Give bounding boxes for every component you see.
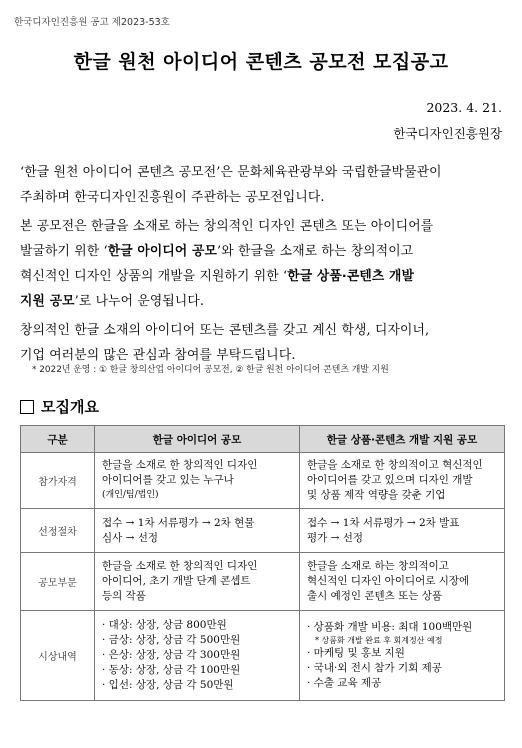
table-cell: 한글을 소재로 한 창의적이고 혁신적인 아이디어를 갖고 있으며 디자인 개발 및 상품 제작 역량을 갖춘 기업 — [300, 453, 505, 509]
intro-paragraph-3 — [20, 318, 504, 368]
text-line: 주최하며 한국디자인진흥원이 주관하는 공모전입니다. — [20, 190, 325, 205]
text-line: 지원 공모’로 나누어 운영됩니다. — [20, 294, 205, 309]
announcement-date: 2023. 4. 21. — [426, 100, 502, 115]
text-line: 창의적인 한글 소재의 아이디어 또는 콘텐츠를 갖고 계신 학생, 디자이너, — [20, 323, 430, 338]
header-category: 구분 — [21, 426, 95, 453]
text-line: 기업 여러분의 많은 관심과 참여를 부탁드립니다. — [20, 348, 296, 363]
table-cell: · 대상: 상장, 상금 800만원 · 금상: 상장, 상금 각 500만원 · 은상: 상장, 상금 각 300만원 · 동상: 상장, 상금 각 100만원 · 입선: 상장, 상금 각 50만원 — [95, 611, 300, 701]
checkbox-square-icon — [20, 400, 34, 414]
header-idea-contest: 한글 아이디어 공모 — [95, 426, 300, 453]
text-line: 본 공모전은 한글을 소재로 하는 창의적인 디자인 콘텐츠 또는 아이디어를 — [20, 219, 434, 234]
table-cell: 접수 → 1차 서류평가 → 2차 현물 심사 → 선정 — [95, 509, 300, 553]
text-line: 발굴하기 위한 ‘한글 아이디어 공모’와 한글을 소재로 하는 창의적이고 — [20, 244, 414, 259]
table-row — [21, 453, 505, 509]
page-title: 한글 원천 아이디어 콘텐츠 공모전 모집공고 — [73, 51, 449, 73]
emphasis-product-contest: 한글 상품·콘텐츠 개발 — [287, 269, 415, 284]
table-cell: 한글을 소재로 한 창의적인 디자인 아이디어, 초기 개발 단계 콘셉트 등의 작품 — [95, 553, 300, 611]
section-title: 모집개요 — [41, 398, 99, 416]
table-row — [21, 611, 505, 701]
row-label: 참가자격 — [21, 453, 95, 509]
section-heading — [20, 396, 99, 417]
document-number: 한국디자인진흥원 공고 제2023-53호 — [14, 17, 170, 28]
header-product-contest: 한글 상품·콘텐츠 개발 지원 공모 — [300, 426, 505, 453]
table-row — [21, 509, 505, 553]
table-cell: 한글을 소재로 한 창의적인 디자인 아이디어를 갖고 있는 누구나 (개인/팀/법인) — [95, 453, 300, 509]
text-line: 혁신적인 디자인 상품의 개발을 지원하기 위한 ‘한글 상품·콘텐츠 개발 — [20, 269, 415, 284]
table-cell: 접수 → 1차 서류평가 → 2차 발표 평가 → 선정 — [300, 509, 505, 553]
row-label: 시상내역 — [21, 611, 95, 701]
issuer: 한국디자인진흥원장 — [393, 126, 502, 141]
row-label: 선정절차 — [21, 509, 95, 553]
overview-table — [20, 425, 505, 701]
table-header-row — [21, 426, 505, 453]
table-row — [21, 553, 505, 611]
intro-paragraph-1 — [20, 160, 504, 210]
table-cell: · 상품화 개발 비용: 최대 100백만원 * 상품화 개발 완료 후 회계정산 예정 · 마케팅 및 홍보 지원 · 국내·외 전시 참가 기회 제공 · 수출 교육 제공 — [300, 611, 505, 701]
footnote: * 2022년 운영 : ① 한글 창의산업 아이디어 공모전, ② 한글 원천 아이디어 콘텐츠 개발 지원 — [32, 365, 389, 375]
table-cell: 한글을 소재로 하는 창의적이고 혁신적인 디자인 아이디어로 시장에 출시 예정인 콘텐츠 또는 상품 — [300, 553, 505, 611]
row-label: 공모부문 — [21, 553, 95, 611]
emphasis-idea-contest: 한글 아이디어 공모 — [107, 244, 218, 259]
text-line: ‘한글 원천 아이디어 콘텐츠 공모전’은 문화체육관광부와 국립한글박물관이 — [20, 165, 442, 180]
intro-paragraph-2 — [20, 214, 504, 314]
emphasis-product-contest-cont: 지원 공모 — [20, 294, 75, 309]
